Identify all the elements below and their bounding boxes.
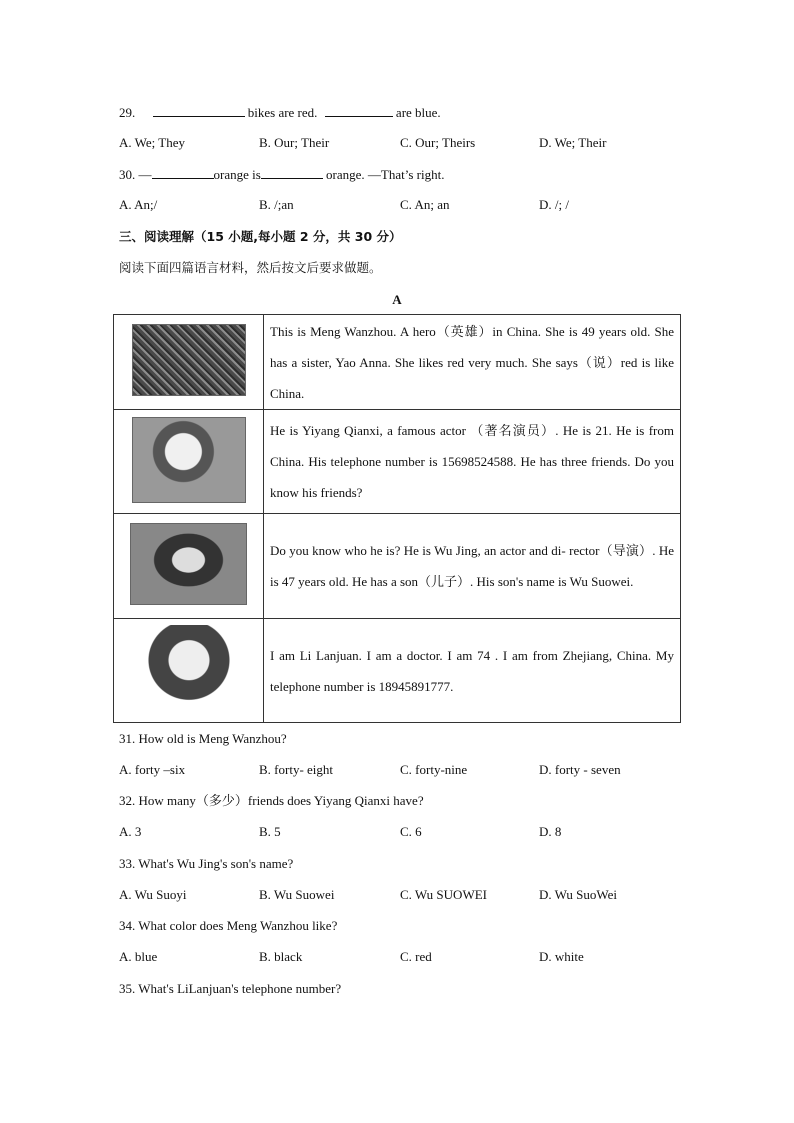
- question-30: [119, 166, 444, 183]
- option-c: C. red: [400, 949, 432, 964]
- option-b: B. /;an: [259, 197, 294, 212]
- option-a: A. Wu Suoyi: [119, 887, 187, 902]
- photo-cell: [114, 410, 264, 514]
- option-a: A. blue: [119, 949, 158, 964]
- option-a: A. 3: [119, 824, 142, 839]
- option-a: A. forty –six: [119, 762, 186, 777]
- question-number: 29.: [119, 105, 136, 120]
- option-a: A. We; They: [119, 135, 185, 150]
- passage-row: [114, 410, 681, 514]
- answer-blank: [153, 104, 245, 117]
- photo-cell: [114, 619, 264, 723]
- wu-jing-photo: [130, 523, 247, 605]
- question-text: are blue.: [395, 105, 441, 120]
- passage-text: I am Li Lanjuan. I am a doctor. I am 74 . I am from Zhejiang, China. My telephone number is 18945891777.: [264, 619, 681, 723]
- meng-wanzhou-photo: [132, 324, 246, 396]
- passage-text: This is Meng Wanzhou. A hero（英雄）in China. She is 49 years old. She has a sister, Yao Anna. She likes red very much. She says（说）red is like China.: [264, 315, 681, 410]
- option-c: C. Wu SUOWEI: [400, 887, 487, 902]
- yiyang-qianxi-photo: [132, 417, 246, 503]
- option-d: D. forty - seven: [539, 762, 621, 777]
- passage-label: A: [392, 292, 402, 307]
- passage-a-table: [113, 314, 681, 723]
- answer-blank: [152, 166, 214, 179]
- option-b: B. forty- eight: [259, 762, 334, 777]
- option-d: D. white: [539, 949, 584, 964]
- answer-blank: [261, 166, 323, 179]
- option-b: B. Wu Suowei: [259, 887, 335, 902]
- question-29: [119, 104, 441, 121]
- option-b: B. Our; Their: [259, 135, 330, 150]
- photo-cell: [114, 315, 264, 410]
- option-c: C. Our; Theirs: [400, 135, 476, 150]
- passage-row: [114, 514, 681, 619]
- photo-cell: [114, 514, 264, 619]
- question-text: orange. —That’s right.: [326, 167, 445, 182]
- passage-row: [114, 619, 681, 723]
- question-34-options: [119, 949, 679, 965]
- question-31-options: [119, 762, 679, 778]
- option-c: C. forty-nine: [400, 762, 468, 777]
- question-30-options: [119, 197, 679, 213]
- question-31: 31. How old is Meng Wanzhou?: [119, 731, 287, 746]
- option-d: D. Wu SuoWei: [539, 887, 617, 902]
- option-c: C. 6: [400, 824, 422, 839]
- question-34: 34. What color does Meng Wanzhou like?: [119, 918, 338, 933]
- li-lanjuan-photo: [135, 625, 243, 713]
- section-instruction: 阅读下面四篇语言材料，然后按文后要求做题。: [119, 260, 382, 275]
- option-b: B. black: [259, 949, 303, 964]
- option-c: C. An; an: [400, 197, 450, 212]
- question-text: bikes are red.: [247, 105, 318, 120]
- passage-text: He is Yiyang Qianxi, a famous actor （著名演员）. He is 21. He is from China. His telephone number is 15698524588. He has three friends. Do you know his friends?: [264, 410, 681, 514]
- option-b: B. 5: [259, 824, 281, 839]
- option-a: A. An;/: [119, 197, 158, 212]
- question-35: 35. What's LiLanjuan's telephone number?: [119, 981, 342, 996]
- passage-text: Do you know who he is? He is Wu Jing, an actor and di- rector（导演）. He is 47 years old. He has a son（儿子）. His son's name is Wu Suowei.: [264, 514, 681, 619]
- passage-row: [114, 315, 681, 410]
- question-text: orange is: [213, 167, 261, 182]
- option-d: D. /; /: [539, 197, 569, 212]
- question-prefix: 30. —: [119, 167, 152, 182]
- question-29-options: [119, 135, 679, 151]
- question-32: 32. How many（多少）friends does Yiyang Qianxi have?: [119, 793, 424, 808]
- question-33-options: [119, 887, 679, 903]
- option-d: D. We; Their: [539, 135, 607, 150]
- answer-blank: [325, 104, 393, 117]
- section-heading: 三、阅读理解（15 小题,每小题 2 分，共 30 分）: [119, 229, 402, 244]
- option-d: D. 8: [539, 824, 562, 839]
- question-33: 33. What's Wu Jing's son's name?: [119, 856, 294, 871]
- question-32-options: [119, 824, 679, 840]
